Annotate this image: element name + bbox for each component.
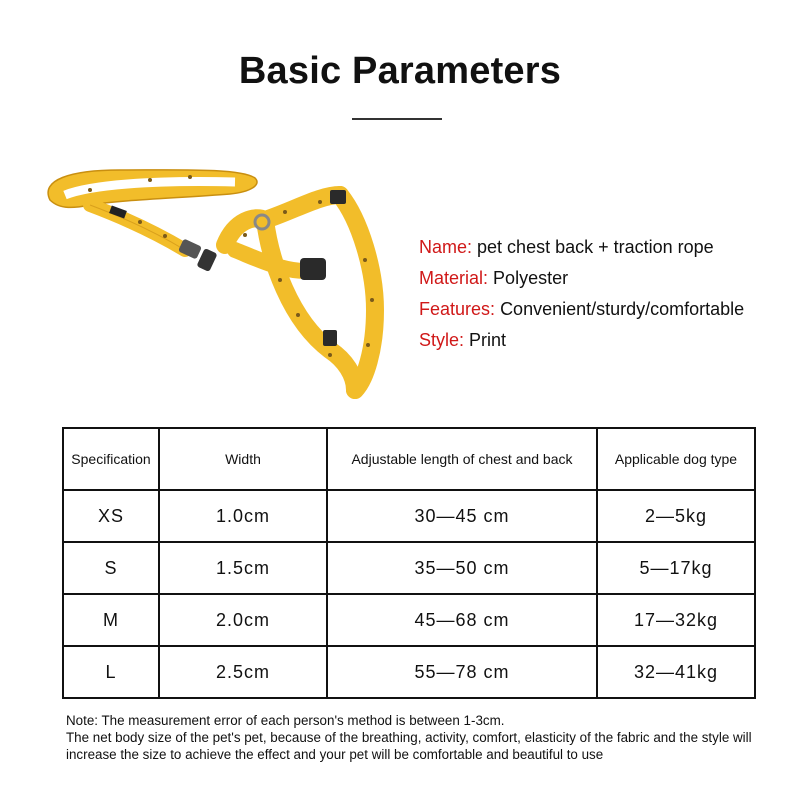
- param-name: Name: pet chest back + traction rope: [419, 237, 714, 257]
- table-cell: 2—5kg: [597, 490, 755, 542]
- table-cell: 32—41kg: [597, 646, 755, 698]
- leash: [48, 170, 257, 272]
- table-cell: 45—68 cm: [327, 594, 597, 646]
- table-cell: 1.0cm: [159, 490, 327, 542]
- table-cell: 55—78 cm: [327, 646, 597, 698]
- footnote: [66, 712, 786, 763]
- table-row: [63, 542, 755, 594]
- harness: [88, 175, 375, 390]
- note-line-1: Note: The measurement error of each person's method is between 1-3cm.: [66, 713, 505, 728]
- table-cell: 35—50 cm: [327, 542, 597, 594]
- table-cell: 2.5cm: [159, 646, 327, 698]
- note-line-2: The net body size of the pet's pet, because of the breathing, activity, comfort, elasticity of the fabric and the style will increase the size to achieve the effect and your pet will be comfortable and beautiful to use: [66, 730, 752, 762]
- table-header: Adjustable length of chest and back: [327, 428, 597, 490]
- table-cell: M: [63, 594, 159, 646]
- size-table: [62, 427, 756, 699]
- table-cell: 17—32kg: [597, 594, 755, 646]
- table-header-row: [63, 428, 755, 490]
- product-image: [30, 150, 420, 410]
- param-material: Material: Polyester: [419, 268, 569, 288]
- parameter-list: [419, 232, 789, 356]
- table-header: Specification: [63, 428, 159, 490]
- table-header: Width: [159, 428, 327, 490]
- table-row: [63, 646, 755, 698]
- table-header: Applicable dog type: [597, 428, 755, 490]
- page-title: Basic Parameters: [238, 50, 562, 92]
- table-cell: 5—17kg: [597, 542, 755, 594]
- table-row: [63, 594, 755, 646]
- param-style: Style: Print: [419, 330, 507, 350]
- table-cell: XS: [63, 490, 159, 542]
- table-cell: 1.5cm: [159, 542, 327, 594]
- title-underline: [352, 118, 442, 120]
- param-features: Features: Convenient/sturdy/comfortable: [419, 299, 745, 319]
- table-cell: 2.0cm: [159, 594, 327, 646]
- table-cell: L: [63, 646, 159, 698]
- table-cell: 30—45 cm: [327, 490, 597, 542]
- table-cell: S: [63, 542, 159, 594]
- table-row: [63, 490, 755, 542]
